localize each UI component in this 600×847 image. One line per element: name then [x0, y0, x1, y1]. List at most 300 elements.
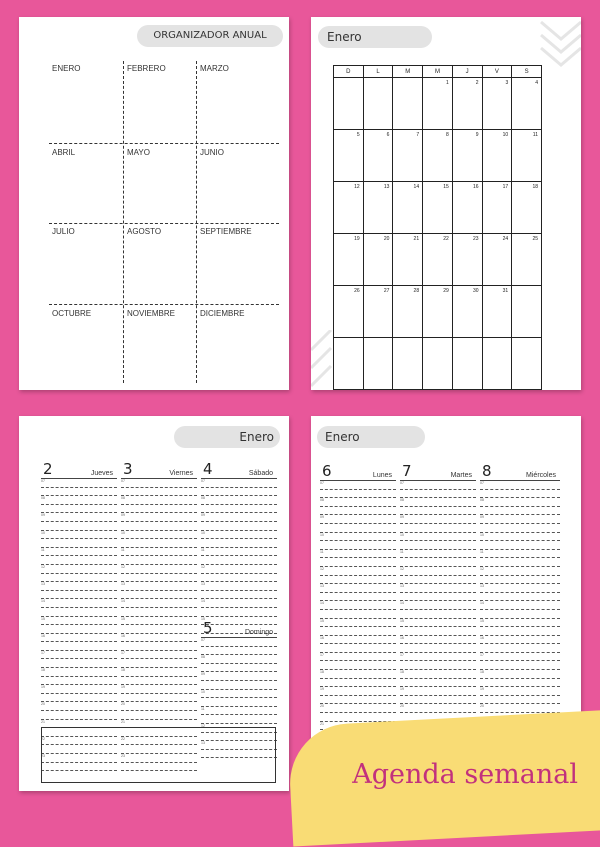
hour-line[interactable] — [41, 668, 117, 677]
hour-line[interactable] — [320, 515, 396, 524]
hour-line[interactable] — [320, 661, 396, 670]
hour-label: 23 — [121, 754, 125, 758]
day-cell[interactable] — [334, 338, 364, 390]
hour-line[interactable] — [41, 591, 117, 600]
hour-line[interactable] — [400, 704, 476, 713]
hour-line[interactable] — [41, 634, 117, 643]
hour-line[interactable] — [201, 647, 277, 656]
hour-line[interactable] — [201, 599, 277, 608]
hour-line[interactable] — [121, 496, 197, 505]
day-cell[interactable]: 15 — [423, 182, 453, 234]
day-column — [201, 462, 277, 634]
hour-line[interactable] — [480, 670, 560, 679]
hour-label: 08 — [400, 498, 404, 503]
hour-label: 16 — [121, 633, 125, 638]
hour-line[interactable] — [400, 619, 476, 628]
hour-line[interactable] — [400, 679, 476, 688]
hour-line[interactable] — [400, 636, 476, 645]
hour-line[interactable] — [201, 672, 277, 681]
hour-line[interactable] — [201, 608, 277, 617]
hour-line[interactable] — [121, 556, 197, 565]
hour-line[interactable] — [121, 574, 197, 583]
hour-line[interactable] — [41, 659, 117, 668]
day-cell[interactable]: 6 — [363, 130, 393, 182]
hour-line[interactable] — [121, 531, 197, 540]
hour-line[interactable] — [41, 522, 117, 531]
hour-line[interactable] — [121, 659, 197, 668]
hour-line[interactable] — [400, 533, 476, 542]
hour-line[interactable] — [41, 702, 117, 711]
hour-line[interactable] — [400, 661, 476, 670]
hour-label: 10 — [320, 532, 324, 537]
hour-line[interactable] — [121, 694, 197, 703]
hour-line[interactable] — [480, 593, 560, 602]
hour-line[interactable] — [480, 653, 560, 662]
day-cell[interactable]: 1 — [423, 78, 453, 130]
hour-label: 09 — [41, 513, 45, 518]
hour-label: 10 — [400, 532, 404, 537]
hour-line[interactable] — [121, 668, 197, 677]
month-title: Enero — [318, 26, 432, 48]
hour-label: 22 — [41, 736, 45, 741]
hour-label: 14 — [41, 599, 45, 604]
hour-line[interactable] — [480, 704, 560, 713]
hour-line[interactable] — [201, 715, 277, 724]
hour-line[interactable] — [320, 524, 396, 533]
hour-label: 11 — [320, 549, 324, 554]
month-label: OCTUBRE — [52, 309, 92, 318]
day-cell[interactable]: 2 — [452, 78, 482, 130]
day-cell[interactable] — [452, 338, 482, 390]
hour-line[interactable] — [400, 481, 476, 490]
hour-line[interactable] — [320, 550, 396, 559]
hour-line[interactable] — [320, 498, 396, 507]
hour-line[interactable] — [320, 644, 396, 653]
hour-label: 15 — [41, 616, 45, 621]
hour-line[interactable] — [201, 556, 277, 565]
hour-line[interactable] — [201, 574, 277, 583]
hour-line[interactable] — [400, 507, 476, 516]
hour-line[interactable] — [400, 541, 476, 550]
hour-line[interactable] — [121, 651, 197, 660]
day-cell[interactable]: 28 — [393, 286, 423, 338]
day-cell[interactable]: 19 — [334, 234, 364, 286]
annual-organizer-page — [19, 17, 289, 390]
hour-line[interactable] — [41, 531, 117, 540]
hour-line[interactable] — [400, 653, 476, 662]
hour-line[interactable] — [480, 696, 560, 705]
hour-line[interactable] — [121, 634, 197, 643]
hour-label: 13 — [201, 741, 205, 746]
hour-line[interactable] — [201, 505, 277, 514]
hour-label: 11 — [400, 549, 404, 554]
hour-label: 20 — [480, 704, 484, 709]
hour-line[interactable] — [400, 524, 476, 533]
day-name: Domingo — [244, 629, 273, 636]
hour-line[interactable] — [201, 531, 277, 540]
hour-label: 10 — [121, 530, 125, 535]
hour-line[interactable] — [41, 565, 117, 574]
hour-line[interactable] — [201, 479, 277, 488]
day-cell[interactable]: 30 — [452, 286, 482, 338]
hour-line[interactable] — [320, 507, 396, 516]
day-cell[interactable]: 9 — [452, 130, 482, 182]
hour-label: 09 — [201, 672, 205, 677]
hour-line[interactable] — [121, 548, 197, 557]
day-cell[interactable]: 14 — [393, 182, 423, 234]
hour-label: 12 — [480, 566, 484, 571]
day-name: Miércoles — [526, 472, 556, 479]
day-cell[interactable] — [393, 338, 423, 390]
hour-line[interactable] — [480, 619, 560, 628]
hour-line[interactable] — [400, 610, 476, 619]
hour-line[interactable] — [400, 696, 476, 705]
day-cell[interactable]: 12 — [334, 182, 364, 234]
hour-line[interactable] — [41, 574, 117, 583]
month-label: JULIO — [52, 227, 75, 236]
hour-line[interactable] — [201, 655, 277, 664]
month-label: SEPTIEMBRE — [200, 227, 252, 236]
hour-label: 11 — [201, 706, 205, 711]
hour-line[interactable] — [480, 687, 560, 696]
hour-line[interactable] — [400, 515, 476, 524]
day-cell[interactable]: 22 — [423, 234, 453, 286]
hour-line[interactable] — [201, 698, 277, 707]
hour-label: 13 — [121, 582, 125, 587]
week-row — [334, 130, 542, 182]
hour-label: 19 — [400, 687, 404, 692]
day-cell[interactable] — [393, 78, 423, 130]
hour-line[interactable] — [121, 608, 197, 617]
hour-label: 15 — [480, 618, 484, 623]
day-cell[interactable] — [482, 338, 512, 390]
hour-line[interactable] — [400, 687, 476, 696]
hour-label: 21 — [121, 719, 125, 724]
hour-label: 07 — [320, 481, 324, 485]
hour-line[interactable] — [201, 513, 277, 522]
hour-line[interactable] — [41, 677, 117, 686]
hour-label: 15 — [320, 618, 324, 623]
hour-line[interactable] — [201, 681, 277, 690]
hour-line[interactable] — [201, 591, 277, 600]
hour-line[interactable] — [201, 690, 277, 699]
hour-line[interactable] — [121, 677, 197, 686]
hour-line[interactable] — [41, 496, 117, 505]
hour-label: 14 — [320, 601, 324, 606]
hour-line[interactable] — [320, 653, 396, 662]
weekday-header: V — [482, 66, 512, 78]
hour-line[interactable] — [400, 498, 476, 507]
day-cell[interactable] — [334, 78, 364, 130]
column-divider — [196, 61, 197, 383]
day-cell[interactable] — [512, 338, 542, 390]
day-header — [201, 621, 277, 638]
hour-line[interactable] — [41, 513, 117, 522]
hour-label: 13 — [400, 584, 404, 589]
hour-line[interactable] — [480, 515, 560, 524]
hour-line[interactable] — [320, 696, 396, 705]
hour-label: 07 — [121, 479, 125, 483]
banner-text: Agenda semanal — [352, 759, 578, 790]
hour-line[interactable] — [41, 685, 117, 694]
day-cell[interactable]: 7 — [393, 130, 423, 182]
hour-line[interactable] — [400, 567, 476, 576]
day-cell[interactable]: 17 — [482, 182, 512, 234]
hour-label: 16 — [320, 635, 324, 640]
hour-line[interactable] — [400, 593, 476, 602]
hour-label: 09 — [320, 515, 324, 520]
hour-label: 21 — [41, 719, 45, 724]
weekday-header: M — [393, 66, 423, 78]
hour-label: 13 — [201, 582, 205, 587]
month-label: DICIEMBRE — [200, 309, 245, 318]
hour-label: 12 — [41, 564, 45, 569]
hour-label: 22 — [121, 736, 125, 741]
hour-line[interactable] — [320, 490, 396, 499]
hour-line[interactable] — [320, 704, 396, 713]
day-cell[interactable]: 24 — [482, 234, 512, 286]
hour-line[interactable] — [121, 522, 197, 531]
day-column — [121, 462, 197, 771]
hour-line[interactable] — [480, 627, 560, 636]
hour-label: 14 — [480, 601, 484, 606]
hour-line[interactable] — [480, 576, 560, 585]
hour-line[interactable] — [201, 548, 277, 557]
hour-line[interactable] — [480, 558, 560, 567]
hour-label: 19 — [480, 687, 484, 692]
day-cell[interactable] — [363, 78, 393, 130]
hour-line[interactable] — [320, 481, 396, 490]
hour-line[interactable] — [41, 608, 117, 617]
hour-line[interactable] — [121, 642, 197, 651]
hour-line[interactable] — [121, 513, 197, 522]
hour-line[interactable] — [121, 711, 197, 720]
hour-label: 08 — [320, 498, 324, 503]
hour-line[interactable] — [480, 661, 560, 670]
hour-label: 09 — [121, 513, 125, 518]
day-cell[interactable]: 3 — [482, 78, 512, 130]
weekday-header: M — [423, 66, 453, 78]
month-grid — [333, 65, 542, 390]
hour-line[interactable] — [41, 617, 117, 626]
hour-line[interactable] — [320, 679, 396, 688]
hour-line[interactable] — [201, 565, 277, 574]
hour-line[interactable] — [320, 713, 396, 722]
hour-label: 15 — [400, 618, 404, 623]
hour-line[interactable] — [201, 488, 277, 497]
day-cell[interactable] — [512, 286, 542, 338]
hour-line[interactable] — [320, 533, 396, 542]
hour-line[interactable] — [121, 505, 197, 514]
weekday-header: L — [363, 66, 393, 78]
day-cell[interactable]: 21 — [393, 234, 423, 286]
hour-line[interactable] — [320, 541, 396, 550]
hour-line[interactable] — [201, 707, 277, 716]
hour-line[interactable] — [320, 610, 396, 619]
day-cell[interactable]: 16 — [452, 182, 482, 234]
monthly-calendar-page — [311, 17, 581, 390]
hour-line[interactable] — [121, 599, 197, 608]
hour-line[interactable] — [400, 601, 476, 610]
hour-line[interactable] — [480, 481, 560, 490]
hour-line[interactable] — [320, 567, 396, 576]
day-cell[interactable] — [423, 338, 453, 390]
hour-line[interactable] — [201, 582, 277, 591]
hour-line[interactable] — [480, 601, 560, 610]
hour-label: 10 — [41, 530, 45, 535]
day-cell[interactable]: 25 — [512, 234, 542, 286]
hour-line[interactable] — [121, 617, 197, 626]
hour-line[interactable] — [41, 479, 117, 488]
hour-line[interactable] — [400, 558, 476, 567]
month-label: MAYO — [127, 148, 150, 157]
hour-line[interactable] — [201, 664, 277, 673]
hour-line[interactable] — [480, 679, 560, 688]
hour-line[interactable] — [400, 490, 476, 499]
hour-line[interactable] — [320, 687, 396, 696]
hour-line[interactable] — [201, 496, 277, 505]
hour-line[interactable] — [400, 670, 476, 679]
day-cell[interactable]: 27 — [363, 286, 393, 338]
hour-line[interactable] — [121, 582, 197, 591]
hour-line[interactable] — [41, 488, 117, 497]
hour-line[interactable] — [400, 584, 476, 593]
hour-label: 20 — [400, 704, 404, 709]
notes-box[interactable] — [41, 727, 276, 783]
day-number: 4 — [203, 460, 213, 478]
hour-label: 17 — [400, 652, 404, 657]
hour-line[interactable] — [41, 505, 117, 514]
hour-label: 13 — [320, 584, 324, 589]
hour-label: 12 — [320, 566, 324, 571]
hour-line[interactable] — [41, 548, 117, 557]
hour-line[interactable] — [400, 576, 476, 585]
hour-line[interactable] — [320, 584, 396, 593]
hour-line[interactable] — [41, 625, 117, 634]
hour-label: 15 — [201, 616, 205, 621]
hour-line[interactable] — [480, 507, 560, 516]
hour-label: 07 — [480, 481, 484, 485]
hour-label: 18 — [121, 668, 125, 673]
hour-label: 16 — [41, 633, 45, 638]
hour-line[interactable] — [121, 591, 197, 600]
hour-line[interactable] — [41, 539, 117, 548]
day-cell[interactable]: 26 — [334, 286, 364, 338]
hour-line[interactable] — [201, 522, 277, 531]
day-name: Lunes — [372, 472, 392, 479]
hour-line[interactable] — [480, 567, 560, 576]
day-cell[interactable]: 20 — [363, 234, 393, 286]
hour-label: 18 — [41, 668, 45, 673]
hour-line[interactable] — [41, 599, 117, 608]
hour-label: 07 — [41, 479, 45, 483]
weekday-header: S — [512, 66, 542, 78]
day-number: 2 — [43, 460, 53, 478]
hour-line[interactable] — [480, 644, 560, 653]
hour-line[interactable] — [480, 490, 560, 499]
hour-line[interactable] — [480, 498, 560, 507]
hour-label: 07 — [400, 481, 404, 485]
hour-label: 14 — [400, 601, 404, 606]
day-cell[interactable]: 31 — [482, 286, 512, 338]
day-cell[interactable]: 8 — [423, 130, 453, 182]
hour-line[interactable] — [480, 533, 560, 542]
day-header — [201, 462, 277, 479]
hour-label: 14 — [121, 599, 125, 604]
hour-line[interactable] — [41, 556, 117, 565]
day-cell[interactable]: 13 — [363, 182, 393, 234]
day-cell[interactable]: 5 — [334, 130, 364, 182]
hour-line[interactable] — [480, 524, 560, 533]
hour-label: 08 — [201, 496, 205, 501]
day-number: 7 — [402, 462, 412, 480]
day-cell[interactable]: 11 — [512, 130, 542, 182]
hour-line[interactable] — [201, 638, 277, 647]
hour-line[interactable] — [320, 636, 396, 645]
hour-line[interactable] — [320, 593, 396, 602]
row-divider — [49, 143, 279, 144]
hour-line[interactable] — [121, 539, 197, 548]
hour-line[interactable] — [41, 694, 117, 703]
hour-label: 10 — [201, 530, 205, 535]
hour-line[interactable] — [121, 488, 197, 497]
day-cell[interactable]: 4 — [512, 78, 542, 130]
hour-line[interactable] — [41, 582, 117, 591]
row-divider — [49, 304, 279, 305]
hour-line[interactable] — [320, 619, 396, 628]
hour-label: 14 — [201, 599, 205, 604]
day-cell[interactable]: 18 — [512, 182, 542, 234]
hour-line[interactable] — [121, 565, 197, 574]
hour-line[interactable] — [320, 627, 396, 636]
hour-line[interactable] — [41, 651, 117, 660]
week-row — [334, 338, 542, 390]
hour-line[interactable] — [400, 644, 476, 653]
hour-line[interactable] — [480, 636, 560, 645]
day-cell[interactable] — [363, 338, 393, 390]
hour-line[interactable] — [480, 584, 560, 593]
hour-label: 11 — [121, 547, 125, 552]
hour-label: 23 — [41, 754, 45, 758]
annual-title: ORGANIZADOR ANUAL — [137, 25, 283, 47]
day-header — [480, 464, 560, 481]
hour-line[interactable] — [320, 576, 396, 585]
day-cell[interactable]: 23 — [452, 234, 482, 286]
day-cell[interactable]: 29 — [423, 286, 453, 338]
hour-label: 10 — [201, 689, 205, 694]
month-label: MARZO — [200, 64, 229, 73]
hour-line[interactable] — [480, 541, 560, 550]
hour-line[interactable] — [121, 685, 197, 694]
day-cell[interactable]: 10 — [482, 130, 512, 182]
hour-line[interactable] — [121, 625, 197, 634]
hour-line[interactable] — [480, 610, 560, 619]
hour-line[interactable] — [320, 558, 396, 567]
hour-line[interactable] — [400, 627, 476, 636]
hour-line[interactable] — [320, 601, 396, 610]
hour-label: 19 — [320, 687, 324, 692]
hour-line[interactable] — [121, 479, 197, 488]
hour-line[interactable] — [320, 670, 396, 679]
hour-line[interactable] — [121, 702, 197, 711]
hour-line[interactable] — [201, 539, 277, 548]
month-label: ABRIL — [52, 148, 76, 157]
hour-line[interactable] — [400, 550, 476, 559]
week-row — [334, 286, 542, 338]
hour-line[interactable] — [41, 642, 117, 651]
hour-line[interactable] — [41, 711, 117, 720]
hour-line[interactable] — [480, 550, 560, 559]
